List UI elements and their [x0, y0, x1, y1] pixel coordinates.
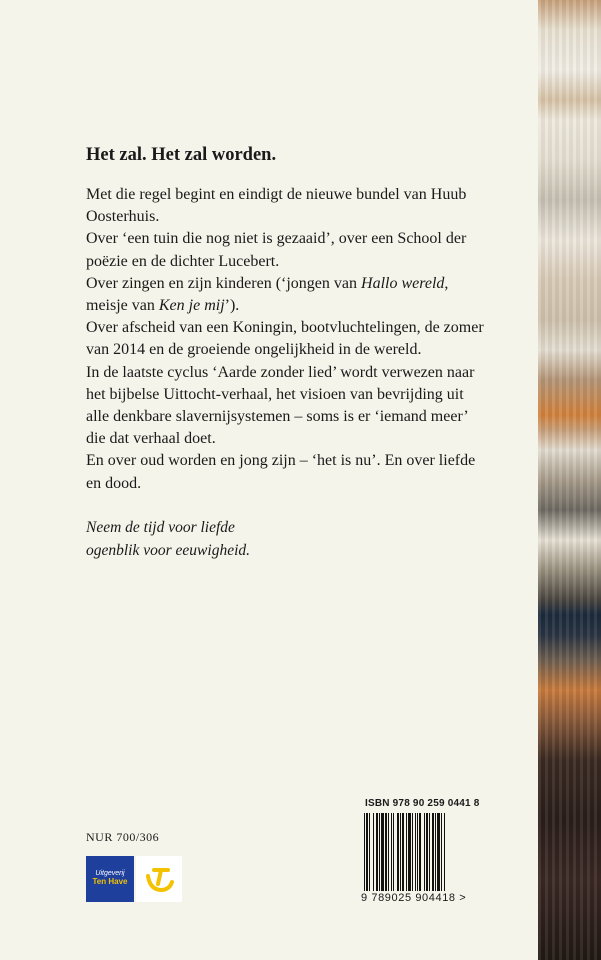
barcode-bar	[432, 813, 434, 891]
barcode-bar	[381, 813, 384, 891]
barcode-bar	[393, 813, 394, 891]
blurb-paragraph	[86, 450, 486, 494]
blurb-paragraph	[86, 273, 486, 317]
cover-painting-strip	[538, 0, 601, 960]
barcode-bar	[424, 813, 425, 891]
blurb-title: Het zal. Het zal worden.	[86, 145, 277, 165]
barcode-bar	[417, 813, 418, 891]
quote-line: Neem de tijd voor liefde	[86, 519, 235, 536]
italic-title: Ken je mij	[158, 297, 225, 315]
barcode-bar	[373, 813, 374, 891]
barcode-bar	[429, 813, 430, 891]
publisher-line2: Ten Have	[92, 877, 128, 886]
ten-have-emblem-icon	[136, 856, 182, 902]
barcode-digits: 9 789025 904418 >	[361, 892, 467, 904]
barcode-bar	[397, 813, 399, 891]
text-run: ’).	[224, 297, 240, 315]
quote	[86, 517, 250, 562]
text-run: Over ‘een tuin die nog niet is gezaaid’, over een School der poëzie en de dichter Lucebert.	[86, 230, 467, 270]
isbn-barcode	[361, 798, 484, 906]
quote-line: ogenblik voor eeuwigheid.	[86, 541, 250, 559]
barcode-bar	[388, 813, 389, 891]
publisher-line1: Uitgeverij	[95, 870, 125, 877]
barcode-bar	[441, 813, 442, 891]
barcode-bar	[437, 813, 440, 891]
barcode-bar	[408, 813, 411, 891]
barcode-bar	[402, 813, 404, 891]
barcode-bar	[419, 813, 421, 891]
barcode-bars	[364, 813, 476, 893]
blurb-paragraph	[86, 184, 486, 228]
italic-title: Hallo wereld	[361, 274, 445, 292]
barcode-bar	[415, 813, 416, 891]
text-run: Over afscheid van een Koningin, bootvluchtelingen, de zomer van 2014 en de groeiende ongelijkheid in de wereld.	[86, 319, 484, 359]
blurb-paragraph	[86, 228, 486, 272]
text-run: In de laatste cyclus ‘Aarde zonder lied’ wordt verwezen naar het bijbelse Uittocht-verhaal, het visioen van bevrijding uit alle denkbare slavernijsystemen – soms is er ‘iemand meer’ die dat verhaal doet.	[86, 363, 475, 448]
barcode-bar	[400, 813, 401, 891]
isbn-label: ISBN 978 90 259 0441 8	[365, 798, 480, 809]
text-run: En over oud worden en jong zijn – ‘het is nu’. En over liefde en dood.	[86, 452, 476, 492]
barcode-bar	[426, 813, 428, 891]
barcode-bar	[444, 813, 445, 891]
barcode-bar	[412, 813, 413, 891]
blurb-paragraph	[86, 317, 486, 361]
text-run: Over zingen en zijn kinderen (‘jongen van	[86, 274, 362, 292]
publisher-logo	[86, 856, 134, 902]
nur-code: NUR 700/306	[86, 830, 160, 844]
barcode-bar	[379, 813, 380, 891]
barcode-bar	[369, 813, 370, 891]
barcode-bar	[385, 813, 387, 891]
blurb-paragraph	[86, 362, 486, 451]
barcode-bar	[391, 813, 392, 891]
text-run: , meisje van	[86, 274, 449, 315]
text-run: Met die regel begint en eindigt de nieuwe bundel van Huub Oosterhuis.	[86, 186, 467, 226]
barcode-bar	[366, 813, 368, 891]
barcode-bar	[376, 813, 378, 891]
blurb-text	[86, 184, 486, 495]
barcode-bar	[435, 813, 436, 891]
barcode-bar	[364, 813, 365, 891]
barcode-bar	[406, 813, 407, 891]
